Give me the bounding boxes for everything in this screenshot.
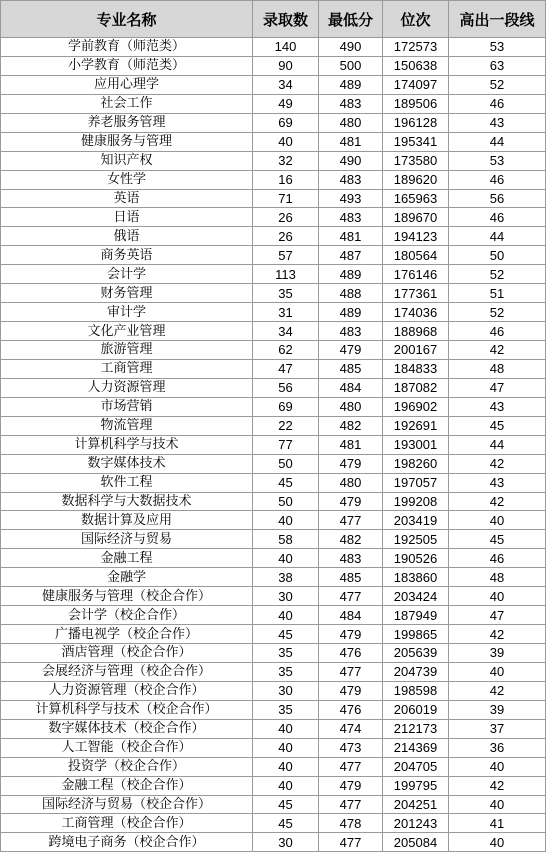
cell-major: 人工智能（校企合作）: [1, 738, 253, 757]
cell-rank: 205084: [383, 833, 449, 852]
cell-admitted: 40: [253, 606, 319, 625]
cell-admitted: 35: [253, 644, 319, 663]
cell-min-score: 490: [319, 151, 383, 170]
cell-rank: 201243: [383, 814, 449, 833]
cell-rank: 172573: [383, 38, 449, 57]
cell-major: 健康服务与管理（校企合作）: [1, 587, 253, 606]
cell-admitted: 26: [253, 208, 319, 227]
cell-above-line: 46: [449, 94, 546, 113]
table-row: [1, 644, 546, 663]
cell-above-line: 50: [449, 246, 546, 265]
cell-major: 数据科学与大数据技术: [1, 492, 253, 511]
table-row: [1, 568, 546, 587]
cell-rank: 214369: [383, 738, 449, 757]
table-row: [1, 189, 546, 208]
cell-min-score: 482: [319, 416, 383, 435]
cell-min-score: 478: [319, 814, 383, 833]
cell-above-line: 39: [449, 700, 546, 719]
cell-min-score: 477: [319, 795, 383, 814]
cell-admitted: 40: [253, 719, 319, 738]
cell-admitted: 40: [253, 776, 319, 795]
table-row: [1, 170, 546, 189]
cell-above-line: 53: [449, 38, 546, 57]
table-row: [1, 132, 546, 151]
cell-admitted: 71: [253, 189, 319, 208]
cell-admitted: 40: [253, 549, 319, 568]
cell-rank: 190526: [383, 549, 449, 568]
cell-min-score: 479: [319, 625, 383, 644]
cell-admitted: 113: [253, 265, 319, 284]
cell-min-score: 483: [319, 549, 383, 568]
table-row: [1, 56, 546, 75]
cell-above-line: 63: [449, 56, 546, 75]
cell-above-line: 40: [449, 662, 546, 681]
cell-min-score: 488: [319, 284, 383, 303]
table-row: [1, 227, 546, 246]
cell-rank: 187949: [383, 606, 449, 625]
table-row: [1, 416, 546, 435]
cell-major: 酒店管理（校企合作）: [1, 644, 253, 663]
cell-major: 国际经济与贸易（校企合作）: [1, 795, 253, 814]
cell-above-line: 46: [449, 170, 546, 189]
cell-rank: 196902: [383, 397, 449, 416]
cell-admitted: 26: [253, 227, 319, 246]
cell-min-score: 481: [319, 227, 383, 246]
cell-min-score: 474: [319, 719, 383, 738]
table-row: [1, 511, 546, 530]
cell-min-score: 477: [319, 833, 383, 852]
cell-admitted: 50: [253, 454, 319, 473]
table-row: [1, 681, 546, 700]
cell-major: 金融工程（校企合作）: [1, 776, 253, 795]
cell-min-score: 490: [319, 38, 383, 57]
table-row: [1, 700, 546, 719]
header-admitted: 录取数: [253, 1, 319, 38]
cell-admitted: 35: [253, 284, 319, 303]
cell-admitted: 45: [253, 814, 319, 833]
cell-major: 应用心理学: [1, 75, 253, 94]
table-row: [1, 549, 546, 568]
cell-min-score: 477: [319, 511, 383, 530]
cell-above-line: 53: [449, 151, 546, 170]
cell-min-score: 479: [319, 681, 383, 700]
cell-rank: 189620: [383, 170, 449, 189]
header-major: 专业名称: [1, 1, 253, 38]
cell-min-score: 483: [319, 170, 383, 189]
table-row: [1, 606, 546, 625]
cell-admitted: 56: [253, 378, 319, 397]
cell-admitted: 30: [253, 681, 319, 700]
cell-admitted: 69: [253, 397, 319, 416]
table-row: [1, 757, 546, 776]
cell-min-score: 476: [319, 700, 383, 719]
cell-rank: 206019: [383, 700, 449, 719]
cell-above-line: 40: [449, 511, 546, 530]
table-row: [1, 454, 546, 473]
cell-above-line: 43: [449, 473, 546, 492]
cell-rank: 189670: [383, 208, 449, 227]
table-row: [1, 75, 546, 94]
cell-major: 计算机科学与技术: [1, 435, 253, 454]
table-row: [1, 435, 546, 454]
cell-major: 金融学: [1, 568, 253, 587]
cell-major: 市场营销: [1, 397, 253, 416]
cell-min-score: 489: [319, 75, 383, 94]
cell-rank: 194123: [383, 227, 449, 246]
cell-min-score: 484: [319, 606, 383, 625]
cell-min-score: 480: [319, 473, 383, 492]
table-row: [1, 738, 546, 757]
cell-admitted: 40: [253, 132, 319, 151]
table-row: [1, 625, 546, 644]
cell-above-line: 44: [449, 227, 546, 246]
cell-rank: 174036: [383, 303, 449, 322]
cell-admitted: 35: [253, 662, 319, 681]
table-row: [1, 530, 546, 549]
cell-admitted: 31: [253, 303, 319, 322]
table-row: [1, 378, 546, 397]
cell-min-score: 482: [319, 530, 383, 549]
cell-rank: 199795: [383, 776, 449, 795]
cell-above-line: 43: [449, 397, 546, 416]
cell-min-score: 483: [319, 322, 383, 341]
cell-major: 会展经济与管理（校企合作）: [1, 662, 253, 681]
table-row: [1, 265, 546, 284]
cell-rank: 174097: [383, 75, 449, 94]
cell-above-line: 39: [449, 644, 546, 663]
cell-above-line: 42: [449, 776, 546, 795]
cell-above-line: 45: [449, 416, 546, 435]
table-row: [1, 94, 546, 113]
cell-major: 俄语: [1, 227, 253, 246]
cell-major: 广播电视学（校企合作）: [1, 625, 253, 644]
header-rank: 位次: [383, 1, 449, 38]
cell-rank: 203419: [383, 511, 449, 530]
cell-major: 会计学（校企合作）: [1, 606, 253, 625]
cell-min-score: 477: [319, 587, 383, 606]
cell-above-line: 44: [449, 435, 546, 454]
cell-admitted: 49: [253, 94, 319, 113]
table-row: [1, 303, 546, 322]
cell-admitted: 32: [253, 151, 319, 170]
cell-major: 软件工程: [1, 473, 253, 492]
cell-min-score: 477: [319, 662, 383, 681]
table-row: [1, 473, 546, 492]
cell-admitted: 45: [253, 625, 319, 644]
cell-rank: 198260: [383, 454, 449, 473]
cell-major: 人力资源管理（校企合作）: [1, 681, 253, 700]
cell-rank: 199208: [383, 492, 449, 511]
cell-major: 社会工作: [1, 94, 253, 113]
table-row: [1, 833, 546, 852]
cell-rank: 199865: [383, 625, 449, 644]
cell-major: 养老服务管理: [1, 113, 253, 132]
table-row: [1, 814, 546, 833]
table-row: [1, 587, 546, 606]
cell-major: 英语: [1, 189, 253, 208]
cell-rank: 193001: [383, 435, 449, 454]
cell-admitted: 77: [253, 435, 319, 454]
cell-admitted: 47: [253, 359, 319, 378]
cell-major: 知识产权: [1, 151, 253, 170]
cell-above-line: 42: [449, 492, 546, 511]
cell-above-line: 47: [449, 606, 546, 625]
cell-major: 会计学: [1, 265, 253, 284]
table-row: [1, 38, 546, 57]
cell-min-score: 500: [319, 56, 383, 75]
cell-rank: 173580: [383, 151, 449, 170]
table-body: [1, 38, 546, 852]
cell-min-score: 485: [319, 568, 383, 587]
cell-admitted: 90: [253, 56, 319, 75]
cell-above-line: 43: [449, 113, 546, 132]
cell-min-score: 481: [319, 435, 383, 454]
cell-major: 跨境电子商务（校企合作）: [1, 833, 253, 852]
cell-rank: 196128: [383, 113, 449, 132]
cell-admitted: 40: [253, 757, 319, 776]
cell-above-line: 37: [449, 719, 546, 738]
cell-min-score: 483: [319, 208, 383, 227]
table-row: [1, 341, 546, 360]
cell-above-line: 45: [449, 530, 546, 549]
cell-above-line: 42: [449, 681, 546, 700]
cell-major: 小学教育（师范类）: [1, 56, 253, 75]
cell-rank: 204705: [383, 757, 449, 776]
cell-above-line: 46: [449, 208, 546, 227]
cell-min-score: 489: [319, 303, 383, 322]
header-above-line: 高出一段线: [449, 1, 546, 38]
cell-min-score: 479: [319, 776, 383, 795]
cell-above-line: 36: [449, 738, 546, 757]
table-row: [1, 795, 546, 814]
cell-admitted: 16: [253, 170, 319, 189]
cell-admitted: 34: [253, 75, 319, 94]
cell-admitted: 45: [253, 795, 319, 814]
cell-above-line: 41: [449, 814, 546, 833]
cell-min-score: 480: [319, 397, 383, 416]
cell-rank: 180564: [383, 246, 449, 265]
cell-rank: 177361: [383, 284, 449, 303]
table-row: [1, 397, 546, 416]
cell-above-line: 44: [449, 132, 546, 151]
table-row: [1, 151, 546, 170]
cell-major: 国际经济与贸易: [1, 530, 253, 549]
cell-admitted: 58: [253, 530, 319, 549]
cell-major: 金融工程: [1, 549, 253, 568]
cell-min-score: 493: [319, 189, 383, 208]
table-row: [1, 113, 546, 132]
cell-major: 文化产业管理: [1, 322, 253, 341]
cell-rank: 204739: [383, 662, 449, 681]
cell-above-line: 40: [449, 587, 546, 606]
cell-min-score: 489: [319, 265, 383, 284]
table-row: [1, 776, 546, 795]
cell-rank: 204251: [383, 795, 449, 814]
header-min-score: 最低分: [319, 1, 383, 38]
cell-above-line: 52: [449, 265, 546, 284]
cell-above-line: 52: [449, 303, 546, 322]
cell-above-line: 40: [449, 757, 546, 776]
cell-min-score: 484: [319, 378, 383, 397]
cell-rank: 192505: [383, 530, 449, 549]
cell-rank: 197057: [383, 473, 449, 492]
cell-admitted: 40: [253, 511, 319, 530]
cell-major: 投资学（校企合作）: [1, 757, 253, 776]
table-row: [1, 662, 546, 681]
header-row: [1, 1, 546, 38]
cell-min-score: 479: [319, 454, 383, 473]
cell-min-score: 480: [319, 113, 383, 132]
cell-rank: 205639: [383, 644, 449, 663]
cell-major: 人力资源管理: [1, 378, 253, 397]
cell-min-score: 477: [319, 757, 383, 776]
cell-above-line: 42: [449, 341, 546, 360]
cell-rank: 212173: [383, 719, 449, 738]
cell-above-line: 40: [449, 795, 546, 814]
cell-rank: 203424: [383, 587, 449, 606]
cell-above-line: 51: [449, 284, 546, 303]
cell-major: 物流管理: [1, 416, 253, 435]
cell-admitted: 140: [253, 38, 319, 57]
cell-major: 工商管理（校企合作）: [1, 814, 253, 833]
cell-min-score: 485: [319, 359, 383, 378]
cell-admitted: 69: [253, 113, 319, 132]
cell-min-score: 483: [319, 94, 383, 113]
cell-min-score: 476: [319, 644, 383, 663]
cell-above-line: 52: [449, 75, 546, 94]
cell-major: 数据计算及应用: [1, 511, 253, 530]
cell-admitted: 57: [253, 246, 319, 265]
cell-admitted: 38: [253, 568, 319, 587]
cell-above-line: 42: [449, 454, 546, 473]
table-row: [1, 492, 546, 511]
cell-admitted: 40: [253, 738, 319, 757]
cell-major: 工商管理: [1, 359, 253, 378]
cell-admitted: 62: [253, 341, 319, 360]
table-row: [1, 322, 546, 341]
cell-admitted: 22: [253, 416, 319, 435]
cell-rank: 150638: [383, 56, 449, 75]
cell-admitted: 45: [253, 473, 319, 492]
table-header: [1, 1, 546, 38]
cell-admitted: 34: [253, 322, 319, 341]
cell-major: 计算机科学与技术（校企合作）: [1, 700, 253, 719]
cell-admitted: 35: [253, 700, 319, 719]
cell-rank: 189506: [383, 94, 449, 113]
cell-major: 女性学: [1, 170, 253, 189]
cell-major: 日语: [1, 208, 253, 227]
cell-above-line: 48: [449, 359, 546, 378]
cell-min-score: 473: [319, 738, 383, 757]
cell-major: 商务英语: [1, 246, 253, 265]
cell-rank: 188968: [383, 322, 449, 341]
cell-major: 健康服务与管理: [1, 132, 253, 151]
cell-min-score: 487: [319, 246, 383, 265]
cell-admitted: 30: [253, 587, 319, 606]
cell-rank: 165963: [383, 189, 449, 208]
table-row: [1, 208, 546, 227]
cell-rank: 176146: [383, 265, 449, 284]
cell-above-line: 46: [449, 322, 546, 341]
cell-major: 学前教育（师范类）: [1, 38, 253, 57]
cell-major: 审计学: [1, 303, 253, 322]
cell-above-line: 42: [449, 625, 546, 644]
cell-admitted: 30: [253, 833, 319, 852]
cell-major: 财务管理: [1, 284, 253, 303]
cell-major: 旅游管理: [1, 341, 253, 360]
table-row: [1, 359, 546, 378]
cell-above-line: 56: [449, 189, 546, 208]
cell-major: 数字媒体技术: [1, 454, 253, 473]
cell-rank: 184833: [383, 359, 449, 378]
table-row: [1, 284, 546, 303]
cell-min-score: 479: [319, 341, 383, 360]
cell-admitted: 50: [253, 492, 319, 511]
cell-rank: 183860: [383, 568, 449, 587]
cell-rank: 198598: [383, 681, 449, 700]
cell-above-line: 46: [449, 549, 546, 568]
cell-min-score: 481: [319, 132, 383, 151]
cell-above-line: 48: [449, 568, 546, 587]
table-row: [1, 246, 546, 265]
cell-rank: 192691: [383, 416, 449, 435]
cell-rank: 200167: [383, 341, 449, 360]
cell-above-line: 40: [449, 833, 546, 852]
cell-above-line: 47: [449, 378, 546, 397]
cell-major: 数字媒体技术（校企合作）: [1, 719, 253, 738]
table-row: [1, 719, 546, 738]
cell-min-score: 479: [319, 492, 383, 511]
cell-rank: 195341: [383, 132, 449, 151]
cell-rank: 187082: [383, 378, 449, 397]
